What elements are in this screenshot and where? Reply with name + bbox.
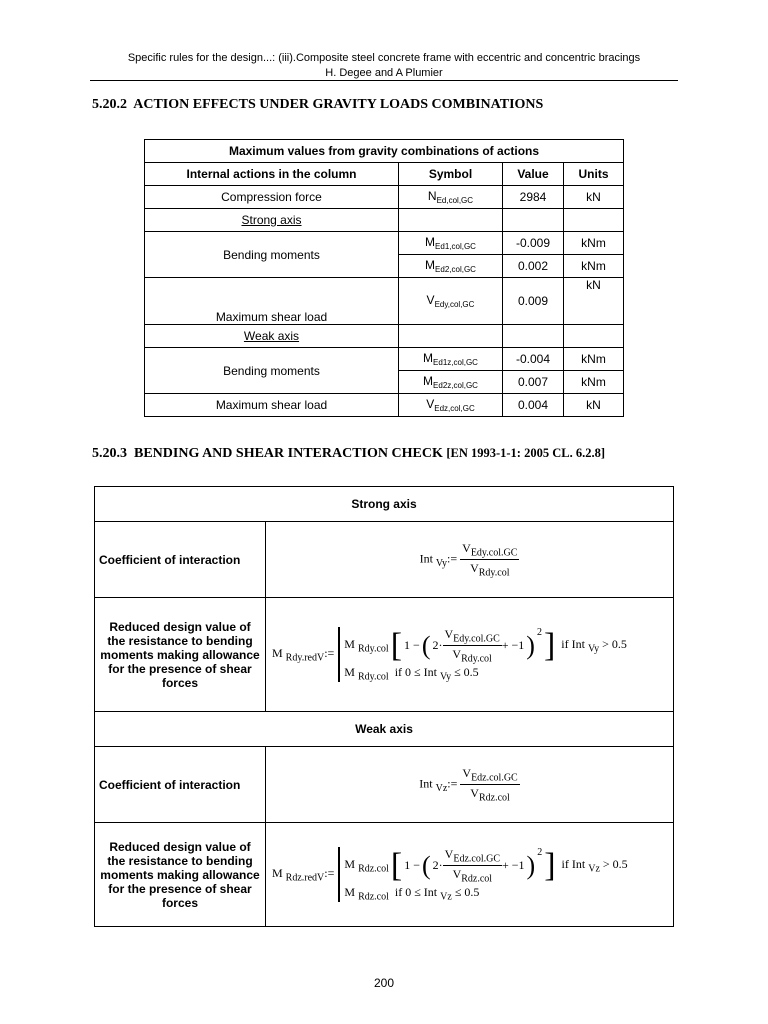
- table-row: Maximum shear load $V_{Edy,col,GC}$ 0.009 kN: [145, 278, 624, 325]
- header-rule: [90, 80, 678, 81]
- col-header-actions: Internal actions in the column: [145, 163, 399, 186]
- table-row: [145, 209, 624, 232]
- col-header-symbol: Symbol: [399, 163, 503, 186]
- table-row: Bending moments $M_{Ed1,col,GC}$ -0.009 kNm: [145, 232, 624, 255]
- interaction-check-table: [94, 486, 674, 927]
- section-heading-5-20-2: 5.20.2 ACTION EFFECTS UNDER GRAVITY LOADS COMBINATIONS: [92, 97, 544, 112]
- col-header-units: Units: [564, 163, 624, 186]
- reduced-label-weak: Reduced design value of the resistance to bending moments making allowance for the presence of shear forces: [95, 823, 266, 927]
- table-title: Maximum values from gravity combinations of actions: [145, 140, 624, 163]
- strong-axis-title: Strong axis: [95, 487, 674, 522]
- reduced-label-strong: Reduced design value of the resistance to bending moments making allowance for the presence of shear forces: [95, 598, 266, 712]
- table-row: Maximum shear load $V_{Edz,col,GC}$ 0.004 kN: [145, 394, 624, 417]
- header-line-1: Specific rules for the design...: (iii).Composite steel concrete frame with eccentric and concentric bracings: [127, 52, 641, 64]
- table-row: [145, 325, 624, 348]
- weak-axis-subheading: Weak axis: [145, 325, 399, 348]
- formula-m-rdy-redv: M $_{Rdy.redV}$:= M $_{Rdy.col}$ [ 1 − ( 2· $\frac{V_{Edy.col.GC}}{V_{Rdy.col}}$ + −1 ) $^2$ ] if Int $_{Vy}$ > 0.5 M $_{Rdy.col}$ if 0 ≤ Int $_{Vy}$ ≤ 0.5: [266, 598, 674, 712]
- table-row: $M_{Ed2z,col,GC}$ 0.007 kNm: [145, 371, 624, 394]
- col-header-value: Value: [503, 163, 564, 186]
- page-number: 200: [373, 976, 395, 990]
- formula-int-vz: Int $_{Vz}$:= $\frac{V_{Edz.col.GC}}{V_{Rdz.col}}$: [266, 747, 674, 823]
- table-row: $M_{Ed2,col,GC}$ 0.002 kNm: [145, 255, 624, 278]
- gravity-actions-table: [144, 139, 624, 417]
- coef-label-strong: Coefficient of interaction: [95, 522, 266, 598]
- coef-label-weak: Coefficient of interaction: [95, 747, 266, 823]
- header-line-2: H. Degee and A Plumier: [325, 67, 443, 79]
- running-header: [90, 51, 678, 81]
- section-heading-5-20-3: 5.20.3 BENDING AND SHEAR INTERACTION CHECK [EN 1993-1-1: 2005 CL. 6.2.8]: [92, 446, 605, 461]
- strong-axis-subheading: Strong axis: [145, 209, 399, 232]
- table-row: Bending moments $M_{Ed1z,col,GC}$ -0.004 kNm: [145, 348, 624, 371]
- table-row: Compression force $N_{Ed,col,GC}$ 2984 kN: [145, 186, 624, 209]
- formula-int-vy: Int $_{Vy}$:= $\frac{V_{Edy.col.GC}}{V_{Rdy.col}}$: [266, 522, 674, 598]
- weak-axis-title: Weak axis: [95, 712, 674, 747]
- formula-m-rdz-redv: M $_{Rdz.redV}$:= M $_{Rdz.col}$ [ 1 − ( 2· $\frac{V_{Edz.col.GC}}{V_{Rdz.col}}$ + −1 ) $^2$ ] if Int $_{Vz}$ > 0.5 M $_{Rdz.col}$ if 0 ≤ Int $_{Vz}$ ≤ 0.5: [266, 823, 674, 927]
